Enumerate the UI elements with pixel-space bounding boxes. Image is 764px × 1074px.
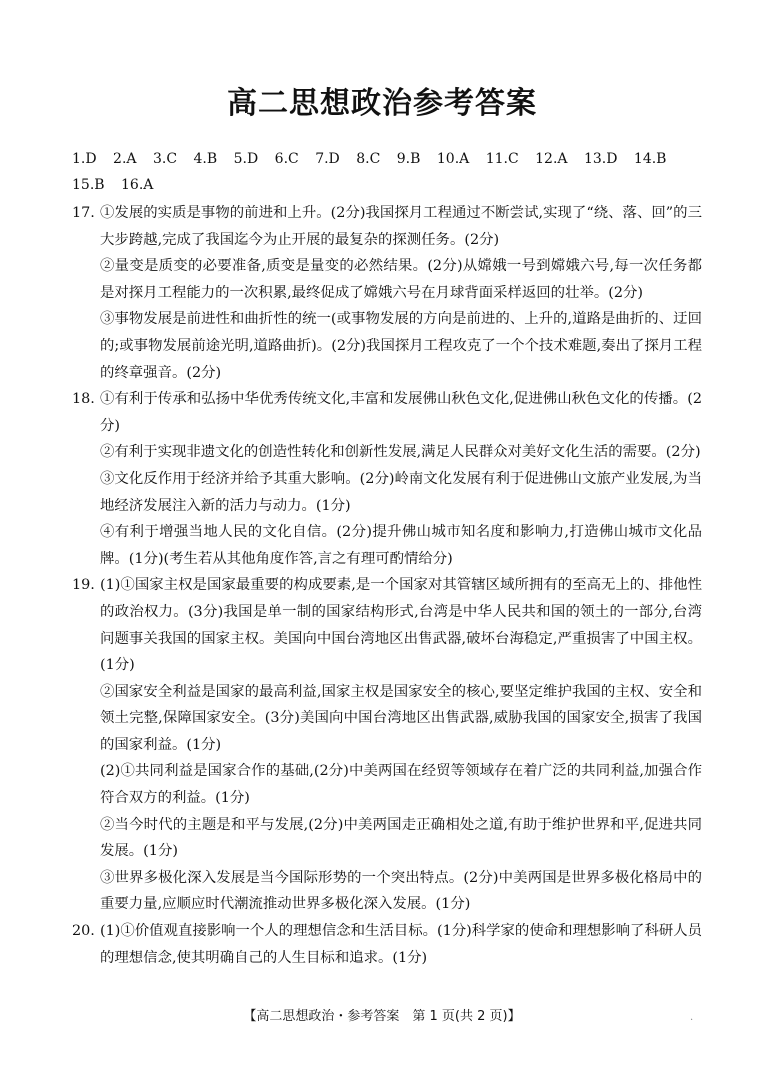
mc-answers-line-2 bbox=[72, 172, 702, 198]
answer-paragraph: ②有利于实现非遗文化的创造性转化和创新性发展,满足人民群众对美好文化生活的需要。(2分) bbox=[100, 444, 701, 461]
mc-answer: 13.D bbox=[583, 151, 618, 167]
answer-paragraph: (2)①共同利益是国家合作的基础,(2分)中美两国在经贸等领域存在着广泛的共同利益,加强合作符合双方的利益。(1分) bbox=[100, 763, 702, 807]
mc-answer: 16.A bbox=[121, 177, 154, 193]
mc-answer: 1.D bbox=[72, 151, 97, 167]
mc-answer: 9.B bbox=[396, 151, 421, 167]
page-title: 高二思想政治参考答案 bbox=[227, 86, 537, 121]
question-number: 18. bbox=[72, 391, 95, 408]
page-footer: 【高二思想政治・参考答案 第 1 页(共 2 页)】 bbox=[243, 1009, 521, 1024]
question-18 bbox=[72, 386, 702, 572]
question-number: 19. bbox=[72, 577, 95, 594]
mc-answer: 7.D bbox=[315, 151, 340, 167]
mc-answer: 6.C bbox=[274, 151, 299, 167]
mc-answer: 12.A bbox=[535, 151, 568, 167]
question-number: 17. bbox=[72, 205, 95, 221]
mc-answer: 15.B bbox=[72, 177, 105, 193]
answer-paragraph: ②当今时代的主题是和平与发展,(2分)中美两国走正确相处之道,有助于维护世界和平,促进共同发展。(1分) bbox=[100, 816, 702, 860]
answer-paragraph: (1)①价值观直接影响一个人的理想信念和生活目标。(1分)科学家的使命和理想影响了科研人员的理想信念,使其明确自己的人生目标和追求。(1分) bbox=[100, 923, 703, 966]
answer-paragraph: ④有利于增强当地人民的文化自信。(2分)提升佛山城市知名度和影响力,打造佛山城市文化品牌。(1分)(考生若从其他角度作答,言之有理可酌情给分) bbox=[100, 524, 702, 567]
scan-mark: . bbox=[690, 1012, 694, 1023]
answer-paragraph: ②量变是质变的必要准备,质变是量变的必然结果。(2分)从嫦娥一号到嫦娥六号,每一次任务都是对探月工程能力的一次积累,最终促成了嫦娥六号在月球背面采样返回的壮举。(2分) bbox=[100, 258, 702, 301]
answer-content bbox=[72, 200, 702, 971]
mc-answer: 14.B bbox=[633, 151, 667, 167]
mc-answer: 5.D bbox=[233, 151, 259, 167]
question-17 bbox=[72, 200, 702, 386]
mc-answers-line-1 bbox=[72, 146, 702, 172]
mc-answer: 2.A bbox=[113, 151, 137, 167]
mc-answer: 8.C bbox=[356, 151, 381, 167]
question-number: 20. bbox=[72, 923, 95, 940]
answer-paragraph: (1)①国家主权是国家最重要的构成要素,是一个国家对其管辖区域所拥有的至高无上的、排他性的政治权力。(3分)我国是单一制的国家结构形式,台湾是中华人民共和国的领土的一部分,台湾问题事关我国的国家主权。美国向中国台湾地区出售武器,破坏台海稳定,严重损害了中国主权。(1分) bbox=[100, 577, 702, 674]
question-19 bbox=[72, 572, 702, 918]
answer-paragraph: ③事物发展是前进性和曲折性的统一(或事物发展的方向是前进的、上升的,道路是曲折的、迂回的;或事物发展前途光明,道路曲折)。(2分)我国探月工程攻克了一个个技术难题,奏出了探月工程的终章强音。(2分) bbox=[100, 311, 702, 381]
multiple-choice-answers bbox=[72, 146, 702, 198]
answer-paragraph: ③世界多极化深入发展是当今国际形势的一个突出特点。(2分)中美两国是世界多极化格局中的重要力量,应顺应时代潮流推动世界多极化深入发展。(1分) bbox=[100, 869, 702, 913]
mc-answer: 11.C bbox=[485, 151, 519, 167]
answer-paragraph: ③文化反作用于经济并给予其重大影响。(2分)岭南文化发展有利于促进佛山文旅产业发展,为当地经济发展注入新的活力与动力。(1分) bbox=[100, 470, 702, 514]
answer-paragraph: ①有利于传承和弘扬中华优秀传统文化,丰富和发展佛山秋色文化,促进佛山秋色文化的传播。(2分) bbox=[100, 391, 702, 434]
mc-answer: 4.B bbox=[193, 151, 218, 167]
question-20 bbox=[72, 918, 702, 971]
mc-answer: 3.C bbox=[152, 151, 178, 167]
answer-paragraph: ①发展的实质是事物的前进和上升。(2分)我国探月工程通过不断尝试,实现了“绕、落、回”的三大步跨越,完成了我国迄今为止开展的最复杂的探测任务。(2分) bbox=[100, 205, 702, 248]
mc-answer: 10.A bbox=[436, 151, 470, 167]
answer-paragraph: ②国家安全利益是国家的最高利益,国家主权是国家安全的核心,要坚定维护我国的主权、安全和领土完整,保障国家安全。(3分)美国向中国台湾地区出售武器,威胁我国的国家安全,损害了我国的国家利益。(1分) bbox=[100, 683, 702, 753]
